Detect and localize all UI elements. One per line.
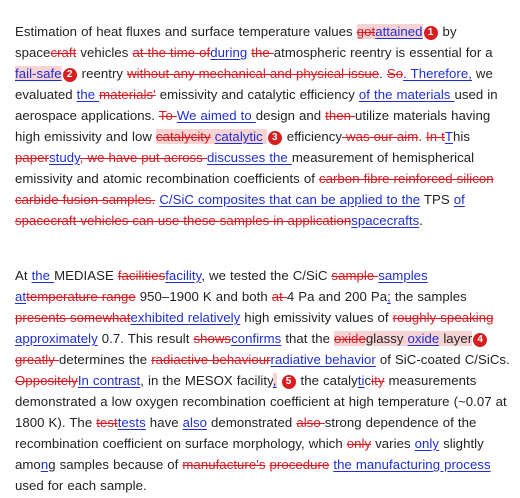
deleted-text[interactable]: So [386,66,404,81]
deleted-text[interactable]: To [158,108,177,123]
inserted-text[interactable]: during [210,45,248,60]
inserted-text[interactable]: approximately [15,331,98,346]
inserted-text[interactable]: at [15,289,27,304]
body-text: used in aerospace applications. [15,87,498,123]
deleted-text[interactable]: procedure [269,457,330,472]
body-text: . [418,129,427,144]
inserted-text[interactable]: the manufacturing process [333,457,491,472]
inserted-text[interactable]: In contrast [77,373,141,388]
deleted-text[interactable]: shows [193,331,232,346]
deleted-text[interactable]: also [296,415,325,430]
body-text: strong dependence of the recombination coefficient on surface morphology, which [15,415,477,451]
inserted-text[interactable]: , [272,373,277,388]
body-text: by space [15,24,457,60]
paragraph-2 [15,265,510,496]
inserted-text[interactable]: exhibited relatively [130,310,241,325]
deleted-text[interactable]: roughly speaking [392,310,494,325]
body-text: that the [281,331,335,346]
body-text: MEDIASE [54,268,118,283]
comment-marker-5[interactable]: 5 [282,375,296,389]
deleted-text[interactable]: at [271,289,287,304]
body-text: 0.7. This result [97,331,194,346]
body-text: , we tested the C/SiC [201,268,332,283]
deleted-text[interactable]: spacecraft vehicles can use these samples in application [15,213,352,228]
deleted-text[interactable]: manufacture's [182,457,266,472]
deleted-text[interactable]: temperature range [26,289,136,304]
body-text: g samples because of [48,457,183,472]
body-text: At [15,268,32,283]
body-text: layer [439,331,473,346]
body-text: vehicles [76,45,133,60]
deleted-text[interactable]: ity [371,373,385,388]
body-text [263,129,267,144]
inserted-text[interactable]: study [48,150,80,165]
inserted-text[interactable]: n [40,457,49,472]
comment-marker-4[interactable]: 4 [473,333,487,347]
deleted-text[interactable]: materials' [99,87,156,102]
paragraph-1 [15,21,510,231]
inserted-text[interactable]: facility [165,268,202,283]
inserted-text[interactable]: ; [387,289,391,304]
inserted-text[interactable]: oxide [407,331,440,346]
inserted-text[interactable]: the [31,268,55,283]
body-text: efficiency [282,129,343,144]
body-text: varies [371,436,415,451]
inserted-text[interactable]: catalytic [214,129,263,144]
body-text: high emissivity values of [240,310,393,325]
deleted-text[interactable]: facilities [117,268,166,283]
deleted-text[interactable]: radiactive behaviour [151,352,271,367]
deleted-text[interactable]: paper [15,150,49,165]
inserted-text[interactable]: the [76,87,100,102]
deleted-text[interactable]: catalycity [155,129,211,144]
inserted-text[interactable]: confirms [231,331,282,346]
inserted-text[interactable]: samples [378,268,428,283]
body-text: slightly amo [15,436,484,472]
deleted-text[interactable]: then [325,108,356,123]
deleted-text[interactable]: carbon fibre reinforced silicon carbide fusion samples. [15,171,494,207]
inserted-text[interactable]: ti [357,373,365,388]
inserted-text[interactable]: also [182,415,208,430]
body-text: reentry [77,66,128,81]
body-text: TPS [420,192,454,207]
body-text: design and [255,108,326,123]
body-text: atmospheric reentry is essential for a [273,45,493,60]
body-text: have [145,415,183,430]
deleted-text[interactable]: sample [331,268,379,283]
inserted-text[interactable]: We aimed to [176,108,256,123]
body-text: Estimation of heat fluxes and surface temperature values [15,24,357,39]
inserted-text[interactable]: T [444,129,453,144]
comment-marker-3[interactable]: 3 [268,131,282,145]
body-text: determines the [58,352,152,367]
body-text: we evaluated [15,66,493,102]
body-text: glassy [365,331,408,346]
inserted-text[interactable]: fail-safe [15,66,62,81]
body-text: used for each sample. [15,478,147,493]
body-text: measurement of hemispherical emissivity and atomic recombination coefficients of [15,150,475,186]
body-text: c [364,373,372,388]
body-text [277,373,281,388]
inserted-text[interactable]: attained [375,24,423,39]
deleted-text[interactable]: Oppositely [15,373,78,388]
comment-marker-2[interactable]: 2 [63,68,77,82]
body-text: of SiC-coated C/SiCs. [375,352,510,367]
body-text: his [452,129,470,144]
deleted-text[interactable]: In t [426,129,445,144]
deleted-text[interactable]: presents somewhat [15,310,131,325]
comment-marker-1[interactable]: 1 [424,26,438,40]
deleted-text[interactable]: got [356,24,376,39]
deleted-text[interactable]: craft [50,45,77,60]
inserted-text[interactable]: of [453,192,465,207]
deleted-text[interactable]: at the time of [132,45,211,60]
body-text: . [419,213,423,228]
body-text: measurements demonstrated a low oxygen recombination coefficient at high temperature (~0.07 at 1800 K). The [15,373,507,430]
inserted-text[interactable]: only [414,436,440,451]
inserted-text[interactable]: discusses the [206,150,292,165]
deleted-text[interactable]: the [251,45,274,60]
deleted-text[interactable]: oxide [334,331,366,346]
body-text: 4 Pa and 200 Pa [286,289,388,304]
inserted-text[interactable]: . Therefore, [403,66,472,81]
body-text: emissivity and catalytic efficiency [155,87,359,102]
inserted-text[interactable]: spacecrafts [351,213,420,228]
body-text: the samples [390,289,467,304]
body-text: . [379,66,387,81]
body-text: , in the MESOX facility [140,373,273,388]
deleted-text[interactable]: was our aim [342,129,419,144]
inserted-text[interactable]: radiative behavior [270,352,376,367]
deleted-text[interactable]: greatly [15,352,59,367]
deleted-text[interactable]: , we have put across [79,150,207,165]
deleted-text[interactable]: without any mechanical and physical issue [127,66,380,81]
body-text: utilize materials having high emissivity and low [15,108,491,144]
body-text: demonstrated [207,415,297,430]
body-text: 950–1900 K and both [135,289,272,304]
deleted-text[interactable]: only [346,436,372,451]
deleted-text[interactable]: test [96,415,118,430]
body-text: the cataly [296,373,358,388]
inserted-text[interactable]: of the materials [358,87,455,102]
inserted-text[interactable]: tests [117,415,146,430]
inserted-text[interactable]: C/SiC composites that can be applied to the [159,192,421,207]
